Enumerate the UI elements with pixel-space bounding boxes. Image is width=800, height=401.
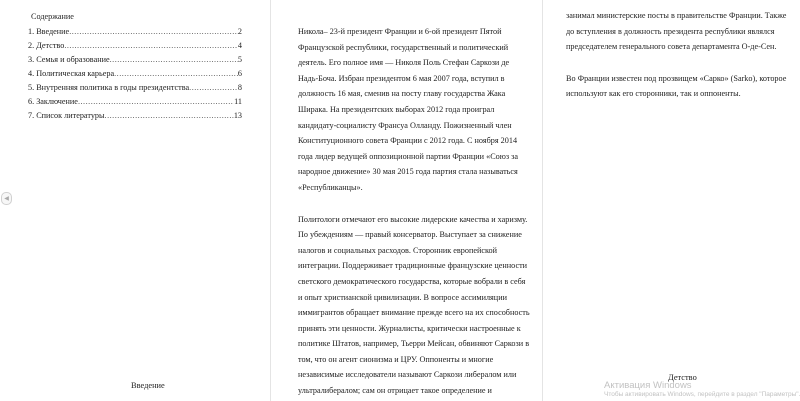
paragraph: Во Франции известен под прозвищем «Сарко» (Sarko), которое используют как его сторонники, так и оппоненты. — [566, 73, 787, 99]
toc-item-page: 2 — [237, 27, 242, 36]
toc-item-title: 5. Внутренняя политика в годы президентства — [28, 83, 190, 92]
toc-item-page: 6 — [237, 69, 242, 78]
toc-item[interactable] — [28, 109, 242, 123]
toc-item[interactable] — [28, 67, 242, 81]
toc-item[interactable] — [28, 39, 242, 53]
toc-item-title: 2. Детство — [28, 41, 65, 50]
toc-item-page: 4 — [237, 41, 242, 50]
toc-leader-dots — [110, 53, 238, 67]
chevron-left-icon: ◀ — [4, 195, 9, 202]
watermark-subtitle: Чтобы активировать Windows, перейдите в раздел "Параметры". — [604, 391, 800, 398]
section-heading-childhood: Детство — [668, 373, 697, 382]
page-2-body — [298, 24, 530, 401]
page-divider — [270, 0, 271, 401]
toc-item-title: 1. Введение — [28, 27, 70, 36]
toc-item-page: 8 — [237, 83, 242, 92]
paragraph: Политологи отмечают его высокие лидерские качества и харизму. По убеждениям — правый консерватор. Выступает за снижение налогов и социальных расходов. Сторонник европейской интеграции. Поддерживает традиционные французские ценности светского демократического государства, которые вобрали в себя и опыт христианской цивилизации. В вопросе ассимиляции иммигрантов обращает внимание прежде всего на их способность принять эти ценности. Журналисты, критически настроенные к политике Штатов, например, Тьерри Мейсан, обвиняют Саркози в том, что он агент сионизма и ЦРУ. Оппоненты и многие независимые исследователи называют Саркози либералом или ультралибералом; сам он отрицает такое определение и — [298, 214, 530, 396]
toc-item-title: 7. Список литературы — [28, 111, 105, 120]
toc-item-title: 6. Заключение — [28, 97, 78, 106]
toc-leader-dots — [114, 67, 238, 81]
paragraph: Никола– 23-й президент Франции и 6-ой президент Пятой Французской республики, государственный и политический деятель. Его полное имя — Николя Поль Стефан Саркози де Надь-Боча. Избран президентом 6 мая 2007 года, вступил в должность 16 мая, сменив на посту главу государства Жака Ширака. На президентских выборах 2012 года проиграл кандидату-социалисту Франсуа Олланду. Пожизненный член Конституционного совета Франции с 2012 года. С ноября 2014 года лидер ведущей оппозиционной партии Франции «Союз за народное движение» 30 мая 2015 года партия стала называться «Республиканцы». — [298, 27, 519, 192]
toc-item-page: 11 — [234, 97, 242, 106]
toc-leader-dots — [64, 39, 238, 53]
windows-activation-watermark — [604, 381, 800, 399]
toc-item[interactable] — [28, 95, 242, 109]
document-page-1 — [0, 0, 270, 401]
toc-heading: Содержание — [31, 12, 74, 21]
toc-item-page: 13 — [233, 111, 242, 120]
toc-item-title: 3. Семья и образование — [28, 55, 110, 64]
toc-item-title: 4. Политическая карьера — [28, 69, 115, 78]
toc-item[interactable] — [28, 53, 242, 67]
watermark-title: Активация Windows — [604, 380, 692, 391]
paragraph: занимал министерские посты в правительстве Франции. Также до вступления в должность президента республики являлся председателем генерального совета департамента О-де-Сен. — [566, 11, 787, 52]
table-of-contents — [28, 25, 242, 123]
toc-leader-dots — [69, 25, 238, 39]
page-3-body — [566, 8, 790, 118]
prev-page-button[interactable] — [1, 192, 12, 205]
toc-leader-dots — [105, 109, 234, 123]
toc-leader-dots — [189, 81, 238, 95]
section-heading-introduction: Введение — [131, 381, 165, 390]
toc-item[interactable] — [28, 25, 242, 39]
toc-item-page: 5 — [237, 55, 242, 64]
toc-item[interactable] — [28, 81, 242, 95]
page-divider — [542, 0, 543, 401]
toc-leader-dots — [78, 95, 234, 109]
